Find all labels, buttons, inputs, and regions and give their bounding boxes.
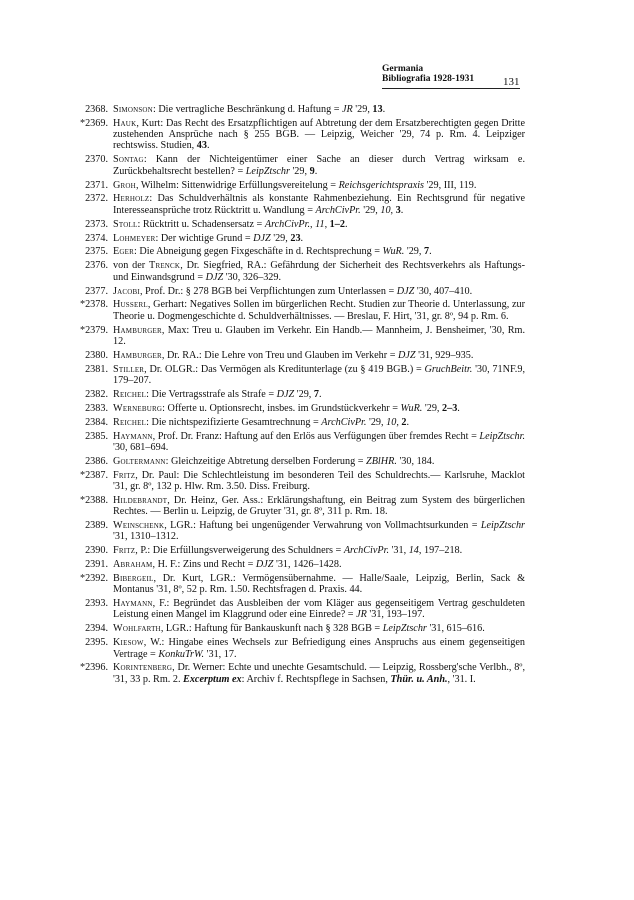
- entry-number: 2375.: [85, 246, 108, 258]
- entry-text: [113, 573, 525, 596]
- bibliography-entry: [0, 598, 634, 621]
- journal-ref: Excerptum ex: [183, 673, 242, 685]
- entry-segment: , P.: Die Erfüllungsverweigerung des Schuldners =: [135, 545, 344, 557]
- entry-segment: , Dr. RA.: Die Lehre von Treu und Glauben im Verkehr =: [161, 349, 398, 361]
- entry-segment: '30, 681–694.: [113, 441, 169, 453]
- entry-number: *2379.: [79, 324, 108, 336]
- entry-segment: '29, III, 119.: [424, 179, 477, 191]
- entry-number: *2396.: [79, 662, 108, 674]
- author-name: Werneburg: [113, 402, 163, 414]
- entry-segment: '30, 184.: [396, 455, 435, 467]
- entry-segment: '31, 17.: [204, 648, 237, 660]
- journal-ref: LeipZtschr.: [479, 430, 525, 442]
- author-name: Fritz: [113, 545, 136, 557]
- entry-segment: .: [314, 165, 318, 177]
- bibliography-entry: [0, 637, 634, 660]
- entry-segment: '29,: [366, 416, 387, 428]
- entry-segment: , W.: Hingabe eines Wechsels zur Befriedigung eines Anspruchs aus einem gegenseitigen Vertrage =: [113, 637, 525, 660]
- entry-segment: '29,: [270, 232, 291, 244]
- entry-number: 2373.: [85, 218, 108, 230]
- entry-text: [113, 456, 525, 467]
- running-header: [382, 64, 522, 84]
- entry-segment: .: [206, 140, 210, 152]
- entry-segment: '30, 71NF.9, 179–207.: [113, 363, 525, 386]
- entry-text: [113, 403, 525, 414]
- journal-ref: DJZ: [255, 559, 274, 571]
- bibliography-entry: [0, 389, 634, 400]
- journal-ref: 14: [408, 545, 419, 557]
- issue-number: 13: [372, 104, 383, 115]
- author-name: Reichel: [113, 388, 147, 400]
- entry-text: [113, 219, 525, 230]
- header-title: Germania: [382, 64, 424, 74]
- journal-ref: JR: [356, 609, 367, 621]
- entry-segment: ,: [310, 218, 316, 230]
- bibliography-entry: [0, 662, 634, 685]
- bibliography-list: [0, 104, 634, 688]
- entry-number: 2389.: [85, 519, 108, 531]
- author-name: Bibergeil: [113, 572, 154, 584]
- entry-text: [113, 350, 525, 361]
- entry-segment: .: [457, 402, 460, 414]
- header-rule: [382, 88, 520, 89]
- journal-ref: LeipZtschr: [245, 165, 290, 177]
- entry-segment: .: [429, 246, 432, 258]
- entry-segment: '29,: [360, 204, 381, 216]
- entry-segment: , Dr. OLGR.: Das Vermögen als Kreditunterlage (zu § 419 BGB.) =: [144, 363, 425, 375]
- entry-segment: , F.: Begründet das Ausbleiben der vom Kläger aus gegenseitigem Vertrag geschuldeten Leistung einen Mangel im Klaggrund oder eine Einrede? =: [113, 598, 525, 621]
- entry-segment: .: [382, 104, 386, 115]
- entry-segment: '31, 193–197.: [366, 609, 425, 621]
- entry-segment: .: [300, 232, 304, 244]
- entry-segment: .: [344, 218, 348, 230]
- journal-ref: Thür. u. Anh.: [390, 673, 448, 685]
- author-name: Hamburger: [113, 349, 162, 361]
- journal-ref: WuR.: [400, 402, 423, 414]
- author-name: Husserl: [113, 299, 148, 311]
- entry-text: [113, 598, 525, 621]
- author-name: Wohlfarth: [113, 623, 161, 635]
- author-name: Reichel: [113, 416, 147, 428]
- bibliography-entry: [0, 573, 634, 596]
- journal-ref: DJZ: [276, 388, 295, 400]
- entry-text: [113, 260, 525, 283]
- entry-number: 2391.: [85, 559, 108, 571]
- entry-segment: : Kann der Nichteigentümer einer Sache an dieser durch Vertrag wirksam e. Zurückbehaltsrecht bestellen? =: [113, 154, 525, 177]
- entry-segment: '31, 1426–1428.: [273, 559, 342, 571]
- journal-ref: DJZ: [205, 271, 224, 283]
- journal-ref: DJZ: [396, 285, 415, 297]
- entry-segment: , Kurt: Das Recht des Ersatzpflichtigen auf Abtretung der dem Ersatzberechtigten gegen Dritte zustehenden Ansprüche nach § 255 BGB. — Leipzig, Weicher '29, 74 p. Rm. 4. Leipziger rechtswiss. Studien,: [113, 117, 525, 152]
- journal-ref: ArchCivPr.: [315, 204, 361, 216]
- header-subtitle: Bibliografia 1928-1931: [382, 74, 475, 84]
- bibliography-entry: [0, 456, 634, 467]
- bibliography-entry: [0, 246, 634, 257]
- entry-number: 2395.: [85, 637, 108, 649]
- journal-ref: ZBlHR.: [366, 455, 397, 467]
- entry-text: [113, 389, 525, 400]
- entry-text: [113, 104, 525, 115]
- entry-segment: '30, 326–329.: [223, 271, 282, 283]
- entry-text: [113, 154, 525, 177]
- entry-segment: , Dr. Siegfried, RA.: Gefährdung der Sicherheit des Rechtsverkehrs als Haftungs- und Einwandsgrund =: [113, 260, 525, 283]
- entry-number: 2370.: [85, 154, 108, 166]
- entry-number: 2386.: [85, 455, 108, 467]
- bibliography-entry: [0, 180, 634, 191]
- entry-segment: , '31. I.: [447, 673, 476, 685]
- entry-text: [113, 637, 525, 660]
- issue-number: 23: [290, 232, 301, 244]
- author-name: Fritz: [113, 469, 136, 481]
- entry-number: 2368.: [85, 104, 108, 115]
- entry-segment: '29,: [404, 246, 424, 258]
- bibliography-entry: [0, 495, 634, 518]
- entry-segment: '31, 615–616.: [426, 623, 485, 635]
- entry-number: *2378.: [79, 299, 108, 311]
- issue-number: 7: [313, 388, 319, 400]
- author-name: Jacobi: [113, 285, 140, 297]
- entry-segment: , 197–218.: [418, 545, 463, 557]
- bibliography-entry: [0, 364, 634, 387]
- entry-segment: '29,: [289, 165, 310, 177]
- bibliography-entry: [0, 104, 634, 115]
- author-name: Kiesow: [113, 637, 144, 649]
- entry-segment: .: [318, 388, 322, 400]
- bibliography-entry: [0, 154, 634, 177]
- bibliography-entry: [0, 623, 634, 634]
- entry-number: 2374.: [85, 232, 108, 244]
- entry-text: [113, 364, 525, 387]
- entry-number: 2383.: [85, 402, 108, 414]
- journal-ref: ArchCivPr.: [343, 545, 390, 557]
- entry-segment: , Dr. Werner: Echte und unechte Gesamtschuld. — Leipzig, Rossberg'sche Verlbh., 8º, '31, 33 p. Rm. 2.: [113, 662, 525, 685]
- entry-segment: , Wilhelm: Sittenwidrige Erfüllungsvereitelung =: [135, 179, 339, 191]
- entry-segment: '29,: [294, 388, 314, 400]
- bibliography-entry: [0, 431, 634, 454]
- issue-number: 1–2: [329, 218, 345, 230]
- entry-segment: '31, 1310–1312.: [113, 531, 179, 543]
- entry-segment: : Offerte u. Optionsrecht, insbes. im Grundstückverkehr =: [162, 402, 401, 414]
- entry-number: 2390.: [85, 545, 108, 557]
- entry-segment: , Prof. Dr.: § 278 BGB bei Verpflichtungen zum Unterlassen =: [139, 285, 397, 297]
- entry-text: [113, 118, 525, 152]
- entry-segment: : Der wichtige Grund =: [155, 232, 254, 244]
- author-name: Haymann: [113, 598, 153, 610]
- journal-ref: JR: [342, 104, 353, 115]
- author-name: Korintenberg: [113, 662, 173, 674]
- entry-number: 2371.: [85, 179, 108, 191]
- entry-number: 2380.: [85, 349, 108, 361]
- entry-segment: , Max: Treu u. Glauben im Verkehr. Ein Handb.— Mannheim, J. Bensheimer, '30, Rm. 12.: [113, 324, 525, 347]
- journal-ref: Reichsgerichtspraxis: [338, 179, 425, 191]
- journal-ref: GruchBeitr.: [424, 363, 473, 375]
- entry-text: [113, 623, 525, 634]
- entry-text: [113, 325, 525, 348]
- author-name: Goltermann: [113, 455, 166, 467]
- entry-segment: ,: [396, 416, 402, 428]
- author-name: Lohmeyer: [113, 232, 156, 244]
- journal-ref: DJZ: [398, 349, 416, 361]
- entry-text: [113, 431, 525, 454]
- journal-ref: KonkuTrW.: [158, 648, 205, 660]
- entry-number: *2387.: [79, 469, 108, 481]
- entry-number: 2377.: [85, 285, 108, 297]
- entry-segment: : Das Schuldverhältnis als konstante Rahmenbeziehung. Ein Rechtsgrund für negative Interesseansprüche trotz Rücktritt u. Wandlung =: [113, 193, 525, 216]
- entry-segment: '30, 407–410.: [414, 285, 473, 297]
- entry-segment: , Gerhart: Negatives Sollen im bürgerlichen Recht. Studien zur Theorie d. Unterlassung, zur Theorie u. Dogmengeschichte d. Schuldverhältnisses. — Breslau, F. Hirt, '31, gr. 8º, 94 p. Rm. 6.: [113, 299, 525, 322]
- entry-text: [113, 286, 525, 297]
- entry-segment: von der: [113, 260, 150, 272]
- entry-segment: '29,: [422, 402, 443, 414]
- author-name: Haymann: [113, 430, 153, 442]
- bibliography-entry: [0, 233, 634, 244]
- entry-text: [113, 193, 525, 216]
- issue-number: 7: [424, 246, 430, 258]
- author-name: Trenck: [149, 260, 181, 272]
- entry-number: 2385.: [85, 430, 108, 442]
- entry-segment: , LGR.: Haftung bei ungenügender Verwahrung von Vollmachtsurkunden =: [164, 519, 481, 531]
- bibliography-entry: [0, 325, 634, 348]
- page-number: 131: [503, 76, 520, 88]
- bibliography-entry: [0, 193, 634, 216]
- issue-number: 9: [309, 165, 315, 177]
- entry-text: [113, 246, 525, 257]
- entry-number: 2393.: [85, 598, 108, 610]
- bibliography-entry: [0, 559, 634, 570]
- entry-segment: : Die vertragliche Beschränkung d. Haftung =: [152, 104, 342, 115]
- entry-segment: .: [406, 416, 410, 428]
- issue-number: 3: [395, 204, 401, 216]
- bibliography-entry: [0, 286, 634, 297]
- bibliography-entry: [0, 520, 634, 543]
- issue-number: 2: [401, 416, 407, 428]
- entry-number: *2392.: [79, 572, 108, 584]
- bibliography-entry: [0, 470, 634, 493]
- entry-segment: , Prof. Dr. Franz: Haftung auf den Erlös aus Verfügungen über fremdes Recht =: [152, 430, 480, 442]
- bibliography-entry: [0, 118, 634, 152]
- author-name: Eger: [113, 246, 135, 258]
- author-name: Simonson: [113, 104, 153, 115]
- entry-segment: , Dr. Kurt, LGR.: Vermögensübernahme. — Halle/Saale, Leipzig, Berlin, Sack & Montanus '31, 8º, 52 p. Rm. 1.50. Rechtsfragen d. Praxis. 44.: [113, 572, 525, 596]
- author-name: Weinschenk: [113, 519, 165, 531]
- journal-ref: LeipZtschr: [480, 519, 525, 531]
- entry-text: [113, 520, 525, 543]
- author-name: Abraham: [113, 559, 153, 571]
- entry-segment: ,: [390, 204, 396, 216]
- author-name: Hamburger: [113, 324, 162, 336]
- entry-text: [113, 495, 525, 518]
- entry-number: 2381.: [85, 363, 108, 375]
- entry-segment: '31,: [389, 545, 409, 557]
- entry-text: [113, 417, 525, 428]
- entry-segment: , LGR.: Haftung für Bankauskunft nach § 328 BGB =: [160, 623, 383, 635]
- entry-number: 2376.: [85, 260, 108, 272]
- journal-ref: 11: [315, 218, 325, 230]
- journal-ref: ArchCivPr.: [264, 218, 311, 230]
- journal-ref: WuR.: [382, 246, 405, 258]
- entry-segment: .: [400, 204, 404, 216]
- journal-ref: ArchCivPr.: [321, 416, 367, 428]
- journal-ref: DJZ: [253, 232, 271, 244]
- author-name: Hildebrandt: [113, 494, 168, 506]
- entry-segment: ,: [324, 218, 330, 230]
- issue-number: 2–3: [442, 402, 458, 414]
- bibliography-entry: [0, 417, 634, 428]
- author-name: Stoll: [113, 218, 138, 230]
- entry-text: [113, 545, 525, 556]
- entry-segment: , H. F.: Zins und Recht =: [152, 559, 256, 571]
- bibliography-entry: [0, 545, 634, 556]
- entry-segment: : Die Abneigung gegen Fixgeschäfte in d. Rechtsprechung =: [134, 246, 383, 258]
- author-name: Stiller: [113, 363, 145, 375]
- entry-number: 2394.: [85, 623, 108, 635]
- issue-number: 43: [196, 140, 207, 152]
- entry-text: [113, 299, 525, 322]
- entry-text: [113, 180, 525, 191]
- entry-segment: : Rücktritt u. Schadensersatz =: [137, 218, 265, 230]
- entry-segment: , Dr. Heinz, Ger. Ass.: Erklärungshaftung, ein Beitrag zum System des bürgerlichen Rechtes. — Berlin u. Leipzig, de Gruyter '31, gr. 8º, 311 p. Rm. 18.: [113, 494, 525, 518]
- bibliography-entry: [0, 350, 634, 361]
- bibliography-entry: [0, 260, 634, 283]
- author-name: Groh: [113, 179, 136, 191]
- entry-segment: , Dr. Paul: Die Schlechtleistung im besonderen Teil des Schuldrechts.— Karlsruhe, Macklot '31, gr. 8º, 132 p. Hlw. Rm. 3.50. Diss. Freiburg.: [113, 469, 525, 492]
- author-name: Hauk: [113, 117, 137, 129]
- journal-ref: 10: [380, 204, 391, 216]
- entry-text: [113, 470, 525, 493]
- author-name: Sontag: [113, 154, 144, 166]
- entry-number: *2369.: [79, 117, 108, 129]
- entry-text: [113, 559, 525, 570]
- entry-number: 2382.: [85, 388, 108, 400]
- journal-ref: 10: [386, 416, 397, 428]
- entry-number: 2384.: [85, 416, 108, 428]
- entry-segment: '29,: [352, 104, 373, 115]
- entry-text: [113, 233, 525, 244]
- bibliography-entry: [0, 403, 634, 414]
- journal-ref: LeipZtschr: [382, 623, 427, 635]
- entry-segment: '31, 929–935.: [415, 349, 474, 361]
- entry-segment: : Gleichzeitige Abtretung derselben Forderung =: [165, 455, 367, 467]
- entry-number: *2388.: [79, 494, 108, 506]
- bibliography-entry: [0, 219, 634, 230]
- bibliography-entry: [0, 299, 634, 322]
- entry-segment: : Die Vertragsstrafe als Strafe =: [146, 388, 277, 400]
- author-name: Herholz: [113, 193, 150, 205]
- entry-segment: : Archiv f. Rechtspflege in Sachsen,: [241, 673, 391, 685]
- entry-number: 2372.: [85, 193, 108, 205]
- entry-segment: : Die nichtspezifizierte Gesamtrechnung =: [146, 416, 322, 428]
- entry-text: [113, 662, 525, 685]
